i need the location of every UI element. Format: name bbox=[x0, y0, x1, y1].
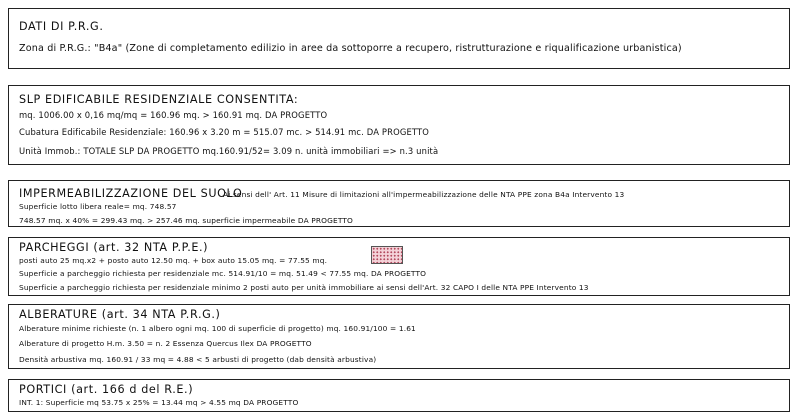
alberature-line-3: Densità arbustiva mq. 160.91 / 33 mq = 4.88 < 5 arbusti di progetto (dab densità arbustiva) bbox=[19, 355, 377, 364]
parking-hatch-swatch bbox=[371, 246, 403, 264]
prg-section bbox=[8, 8, 790, 69]
parcheggi-section bbox=[8, 237, 790, 296]
alberature-line-2: Alberature di progetto H.m. 3.50 = n. 2 Essenza Quercus Ilex DA PROGETTO bbox=[19, 339, 312, 348]
imperm-note: Ai sensi dell' Art. 11 Misure di limitazioni all'impermeabilizzazione delle NTA PPE zona B4a Intervento 13 bbox=[223, 190, 625, 199]
slp-line-3: Unità Immob.: TOTALE SLP DA PROGETTO mq.160.91/52= 3.09 n. unità immobiliari => n.3 unità bbox=[19, 146, 439, 156]
portici-section bbox=[8, 379, 790, 412]
alberature-section bbox=[8, 304, 790, 369]
prg-title: DATI DI P.R.G. bbox=[19, 20, 104, 33]
parcheggi-line-2: Superficie a parcheggio richiesta per residenziale mc. 514.91/10 = mq. 51.49 < 77.55 mq. DA PROGETTO bbox=[19, 269, 427, 278]
parcheggi-line-1: posti auto 25 mq.x2 + posto auto 12.50 mq. + box auto 15.05 mq. = 77.55 mq. bbox=[19, 256, 328, 265]
imperm-line-2: 748.57 mq. x 40% = 299.43 mq. > 257.46 mq. superficie impermeabile DA PROGETTO bbox=[19, 216, 354, 225]
parcheggi-title: PARCHEGGI (art. 32 NTA P.P.E.) bbox=[19, 241, 209, 254]
imperm-line-1: Superficie lotto libera reale= mq. 748.57 bbox=[19, 202, 177, 211]
prg-zona-text: Zona di P.R.G.: "B4a" (Zone di completamento edilizio in aree da sottoporre a recupero, ristrutturazione e riqualificazione urbanistica) bbox=[19, 43, 682, 54]
alberature-title: ALBERATURE (art. 34 NTA P.R.G.) bbox=[19, 308, 221, 321]
alberature-line-1: Alberature minime richieste (n. 1 albero ogni mq. 100 di superficie di progetto) mq. 160.91/100 = 1.61 bbox=[19, 324, 416, 333]
slp-line-2: Cubatura Edificabile Residenziale: 160.96 x 3.20 m = 515.07 mc. > 514.91 mc. DA PROGETTO bbox=[19, 127, 430, 137]
slp-section bbox=[8, 85, 790, 165]
slp-line-1: mq. 1006.00 x 0,16 mq/mq = 160.96 mq. > 160.91 mq. DA PROGETTO bbox=[19, 110, 328, 120]
portici-title: PORTICI (art. 166 d del R.E.) bbox=[19, 383, 194, 396]
impermeabilizzazione-section bbox=[8, 180, 790, 227]
portici-line-1: INT. 1: Superficie mq 53.75 x 25% = 13.44 mq > 4.55 mq DA PROGETTO bbox=[19, 398, 299, 407]
parcheggi-line-3: Superficie a parcheggio richiesta per residenziale minimo 2 posti auto per unità immobiliare ai sensi dell'Art. 32 CAPO I delle NTA PPE Intervento 13 bbox=[19, 283, 589, 292]
imperm-title: IMPERMEABILIZZAZIONE DEL SUOLO bbox=[19, 187, 243, 200]
slp-title: SLP EDIFICABILE RESIDENZIALE CONSENTITA: bbox=[19, 93, 299, 106]
